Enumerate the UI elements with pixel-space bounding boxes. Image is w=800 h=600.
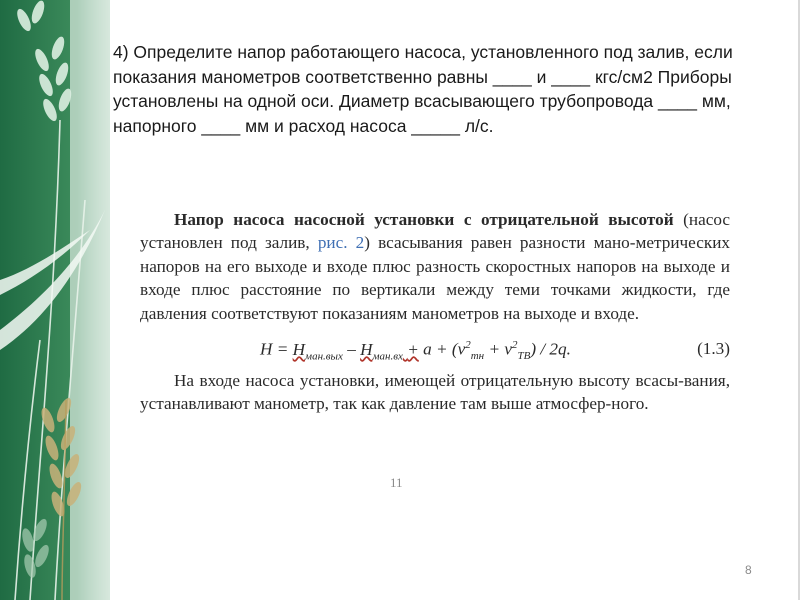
formula-expression: $H = H_{ман.вых} - H_{ман.вх} + a + (v^2_{тн} + v^2_{ТВ}) / 2q$.: [260, 339, 571, 363]
question-text: 4) Определите напор работающего насоса, установленного под залив, если показания манометров соответственно равны ____ и ____ кгс/см2 Приборы установлены на одной оси. Диаметр всасывающего трубопровода ____ мм, напорного ____ мм и расход насоса _____ л/с.: [113, 42, 733, 136]
formula-1-3: [140, 335, 730, 369]
book-page-number: 11: [390, 475, 403, 490]
formula-number: (1.3): [697, 339, 730, 359]
figure-link[interactable]: рис. 2: [317, 233, 365, 253]
excerpt-paragraph-2: На входе насоса установки, имеющей отрицательную высоту всасы-вания, устанавливают манометр, так как давление там выше атмосфер-ного.: [140, 371, 730, 414]
textbook-excerpt: [140, 208, 730, 416]
wheat-decoration-icon: [0, 0, 110, 600]
excerpt-text-continued: всасывания равен разности мано-метрических напоров на его выходе и входе плюс разность скоростных напоров на выходе и входе плюс расстояние по вертикали между теми точками жидкости, где давления соответствуют показаниям манометров на выходе и входе.: [140, 233, 730, 323]
excerpt-bold-lead: Напор насоса насосной установки с отрицательной высотой: [174, 210, 674, 229]
excerpt-text: (насос установлен под залив,: [140, 210, 730, 253]
slide-number: 8: [745, 563, 752, 577]
excerpt-paragraph-1: Напор насоса насосной установки с отрицательной высотой (насос установлен под залив, рис. 2) всасывания равен разности мано-метрических напоров на его выходе и входе плюс разность скоростных напоров на выходе и входе плюс расстояние по вертикали между теми точками жидкости, где давления соответствуют показаниям манометров на выходе и входе.: [140, 210, 730, 323]
